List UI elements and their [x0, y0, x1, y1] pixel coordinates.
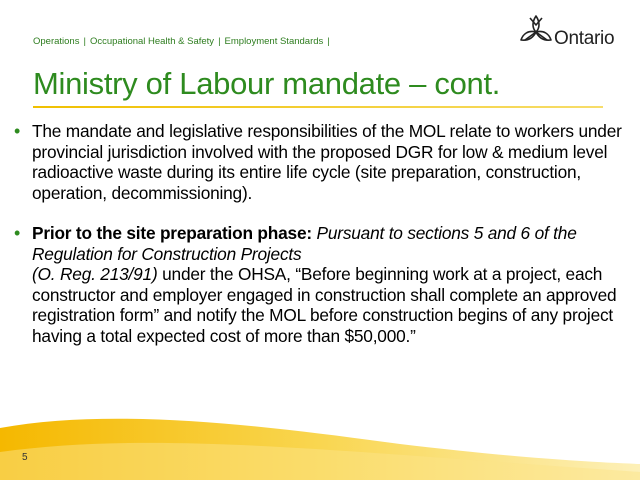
- nav-item-employment-standards: Employment Standards: [224, 36, 324, 47]
- nav-separator: |: [327, 36, 330, 47]
- page-number: 5: [22, 452, 28, 463]
- nav-separator: |: [218, 36, 221, 47]
- bullet-text: The mandate and legislative responsibilities of the MOL relate to workers under provincial jurisdiction involved with the proposed DGR for low & medium level radioactive waste during its entire life cycle (site preparation, construction, operation, decommissioning).: [32, 121, 622, 203]
- slide-content: [14, 121, 634, 346]
- bullet-item: [14, 121, 634, 203]
- nav-separator: |: [83, 36, 86, 47]
- bullet-bold-lead: Prior to the site preparation phase:: [32, 223, 312, 243]
- nav-item-operations: Operations: [33, 36, 80, 47]
- ontario-wordmark: Ontario: [554, 28, 615, 49]
- bullet-icon: •: [14, 121, 21, 141]
- bullet-body-text: under the OHSA, “Before beginning work at a project, each constructor and employer engaged in construction shall complete an approved registration form” and notify the MOL before construction begins of any project having a total expected cost of more than $50,000.”: [32, 264, 617, 346]
- bullet-item: [14, 223, 634, 346]
- bullet-text: [32, 223, 634, 346]
- breadcrumb-nav: [33, 36, 334, 47]
- slide-title: Ministry of Labour mandate – cont.: [33, 66, 501, 101]
- bullet-icon: •: [14, 223, 21, 243]
- nav-item-ohs: Occupational Health & Safety: [89, 36, 215, 47]
- title-underline: [33, 106, 603, 108]
- footer-wave-decoration: [0, 400, 640, 480]
- bullet-italic-citation: Pursuant to sections 5 and 6 of the Regulation for Construction Projects: [32, 223, 577, 264]
- bullet-italic-regulation: (O. Reg. 213/91): [32, 264, 158, 284]
